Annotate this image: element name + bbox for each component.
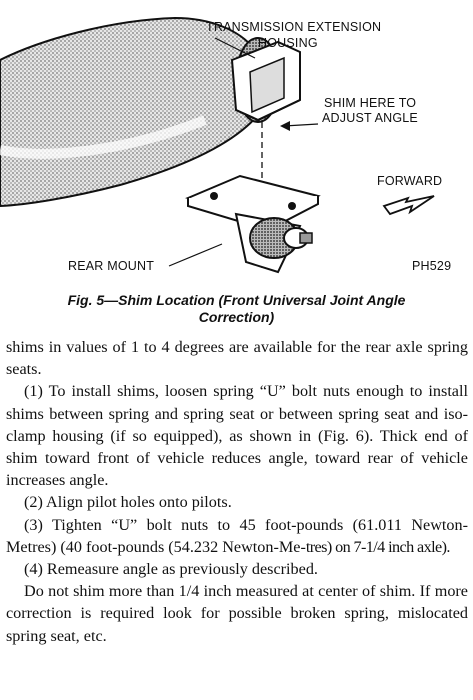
paragraph-step-2: (2) Align pilot holes onto pilots. [24, 493, 232, 512]
paragraph-shim-values: shims in values of 1 to 4 degrees are available for the rear axle spring seats. [6, 338, 468, 379]
step-3-text: (3) Tighten “U” bolt nuts to 45 foot-pounds (61.011 Newton-Metres) (40 foot-pounds (54.232 Newton-Me- [6, 515, 468, 556]
forward-arrow [384, 196, 434, 214]
body-text [6, 336, 468, 647]
paragraph-shim-limit: Do not shim more than 1/4 inch measured at center of shim. If more correction is required look for possible broken spring, mislocated spring seat, etc. [6, 582, 468, 645]
leader-shim-arrowhead [280, 121, 290, 131]
label-figure-code: PH529 [412, 259, 452, 273]
caption-line-1: Fig. 5—Shim Location (Front Universal Joint Angle [67, 292, 406, 308]
paragraph-step-3 [6, 514, 468, 558]
label-transmission-line1: TRANSMISSION EXTENSION [206, 20, 382, 34]
shim-location-illustration [0, 0, 473, 290]
paragraph-step-4: (4) Remeasure angle as previously described. [24, 560, 318, 579]
caption-line-2: Correction) [198, 309, 275, 325]
label-rear-mount: REAR MOUNT [68, 259, 155, 273]
label-shim-line2: ADJUST ANGLE [322, 111, 418, 125]
label-forward: FORWARD [377, 174, 443, 188]
rear-mount-drawing [188, 176, 318, 272]
figure-caption [0, 292, 473, 326]
step-3-text-cont: tres) on 7-1/4 inch axle). [305, 537, 450, 556]
label-transmission-line2: HOUSING [258, 36, 318, 50]
label-shim-line1: SHIM HERE TO [324, 96, 417, 110]
leader-rear-mount [169, 244, 222, 266]
paragraph-step-1: (1) To install shims, loosen spring “U” bolt nuts enough to install shims between spring and spring seat or between spring seat and iso-clamp housing (if so equipped), as shown in (Fig. 6). Thick end of shim toward front of vehicle reduces angle, toward rear of vehicle increases angle. [6, 382, 468, 490]
